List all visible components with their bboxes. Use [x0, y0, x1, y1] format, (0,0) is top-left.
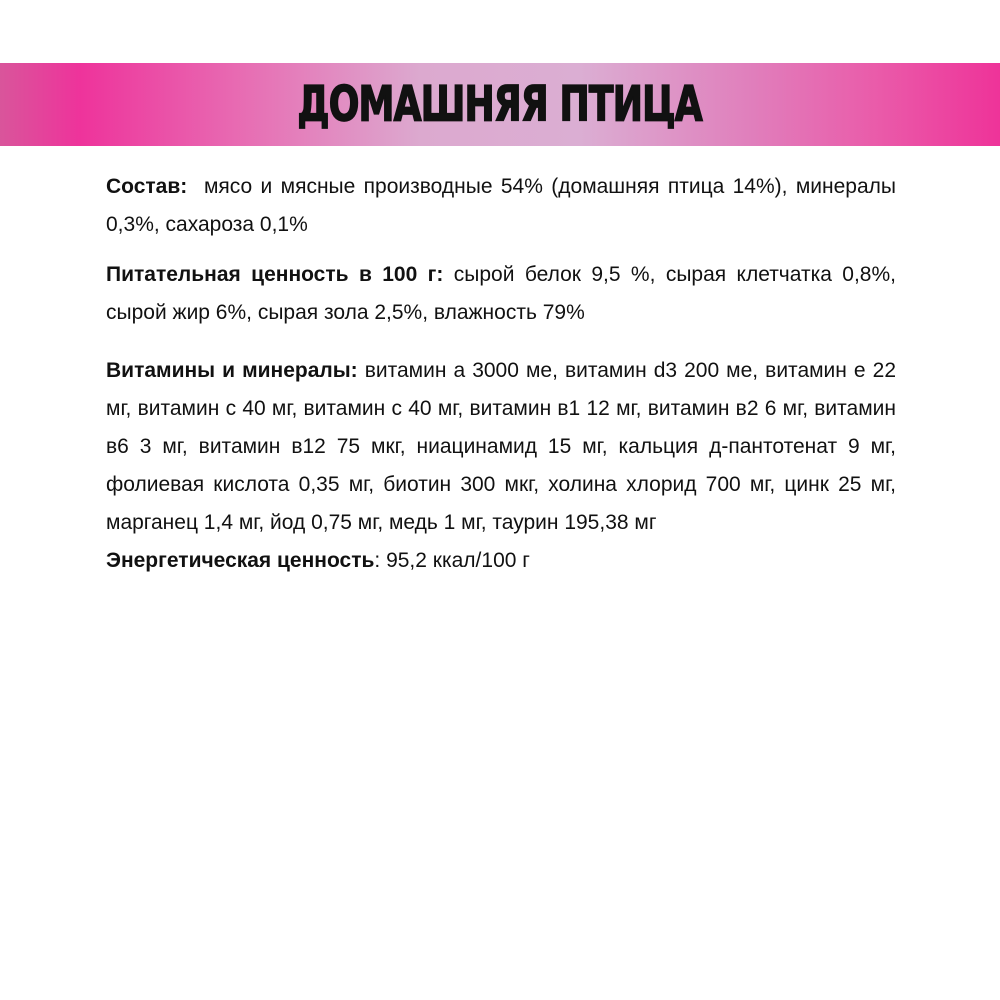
- nutrition-label: Питательная ценность в 100 г:: [106, 263, 444, 286]
- product-title: ДОМАШНЯЯ ПТИЦА: [297, 76, 703, 133]
- nutrition-text: сырой белок 9,5 %, сырая клетчатка 0,8%, сырой жир 6%, сырая зола 2,5%, влажность 79%: [106, 263, 896, 324]
- composition-text: мясо и мясные производные 54% (домашняя птица 14%), минералы 0,3%, сахароза 0,1%: [106, 175, 902, 236]
- vitamins-section: [106, 352, 896, 542]
- energy-section: [106, 542, 896, 580]
- energy-label: Энергетическая ценность: [106, 549, 375, 572]
- title-banner: [0, 63, 1000, 146]
- vitamins-label: Витамины и минералы:: [106, 359, 358, 382]
- energy-text: : 95,2 ккал/100 г: [374, 549, 530, 572]
- vitamins-text: витамин а 3000 ме, витамин d3 200 ме, витамин е 22 мг, витамин с 40 мг, витамин с 40 мг, витамин в1 12 мг, витамин в2 6 мг, витамин в6 3 мг, витамин в12 75 мкг, ниацинамид 15 мг, кальция д-пантотенат 9 мг, фолиевая кислота 0,35 мг, биотин 300 мкг, холина хлорид 700 мг, цинк 25 мг, марганец 1,4 мг, йод 0,75 мг, медь 1 мг, таурин 195,38 мг: [106, 359, 896, 534]
- composition-section: [106, 168, 902, 244]
- composition-label: Состав:: [106, 175, 188, 198]
- product-info: [106, 168, 902, 580]
- nutrition-section: [106, 256, 896, 332]
